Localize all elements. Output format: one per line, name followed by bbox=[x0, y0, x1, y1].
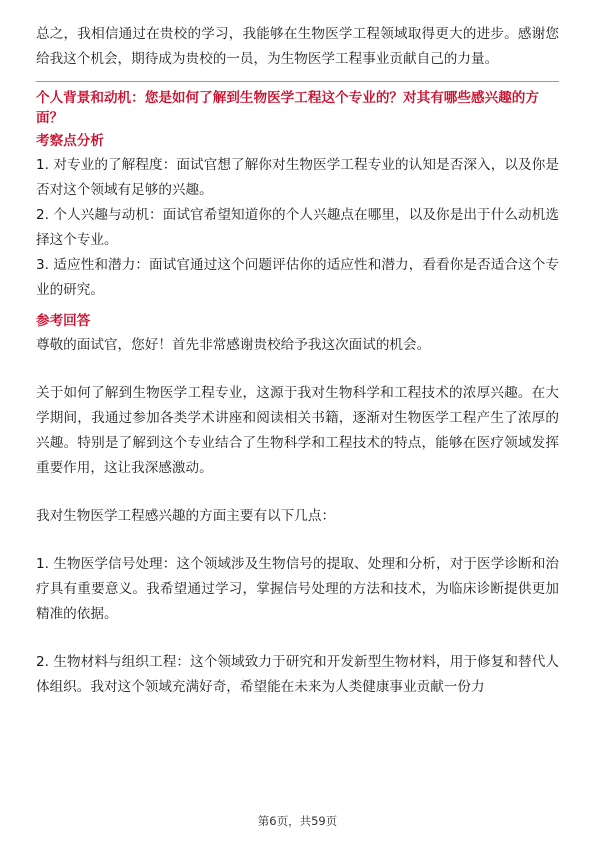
spacer bbox=[36, 358, 559, 381]
question-title: 个人背景和动机：您是如何了解到生物医学工程这个专业的？对其有哪些感兴趣的方面？ bbox=[36, 90, 539, 126]
section-divider bbox=[36, 81, 559, 82]
spacer bbox=[36, 529, 559, 552]
answer-item-2: 2. 生物材料与组织工程：这个领域致力于研究和开发新型生物材料，用于修复和替代人体组织。我对这个领域充满好奇，希望能在未来为人类健康事业贡献一份力 bbox=[36, 654, 559, 695]
analysis-point-1: 1. 对专业的了解程度：面试官想了解你对生物医学工程专业的认知是否深入，以及你是否对这个领域有足够的兴趣。 bbox=[36, 157, 559, 198]
answer-paragraph-2: 我对生物医学工程感兴趣的方面主要有以下几点： bbox=[36, 508, 336, 524]
analysis-label: 考察点分析 bbox=[36, 133, 104, 149]
spacer bbox=[36, 303, 559, 310]
analysis-point-2: 2. 个人兴趣与动机：面试官希望知道你的个人兴趣点在哪里，以及你是出于什么动机选择这个专业。 bbox=[36, 207, 559, 248]
spacer bbox=[36, 481, 559, 504]
page-number-footer: 第6页，共59页 bbox=[257, 814, 338, 828]
spacer bbox=[36, 627, 559, 650]
intro-conclusion-paragraph: 总之，我相信通过在贵校的学习，我能够在生物医学工程领域取得更大的进步。感谢您给我这个机会，期待成为贵校的一员，为生物医学工程事业贡献自己的力量。 bbox=[36, 26, 559, 67]
answer-paragraph-1: 关于如何了解到生物医学工程专业，这源于我对生物科学和工程技术的浓厚兴趣。在大学期间，我通过参加各类学术讲座和阅读相关书籍，逐渐对生物医学工程产生了浓厚的兴趣。特别是了解到这个专业结合了生物科学和工程技术的特点，能够在医疗领域发挥重要作用，这让我深感激动。 bbox=[36, 385, 559, 476]
answer-item-1: 1. 生物医学信号处理：这个领域涉及生物信号的提取、处理和分析，对于医学诊断和治疗具有重要意义。我希望通过学习，掌握信号处理的方法和技术，为临床诊断提供更加精准的依据。 bbox=[36, 556, 559, 622]
document-page bbox=[36, 22, 559, 700]
answer-label: 参考回答 bbox=[36, 313, 91, 329]
answer-greeting: 尊敬的面试官，您好！首先非常感谢贵校给予我这次面试的机会。 bbox=[36, 337, 431, 353]
analysis-point-3: 3. 适应性和潜力：面试官通过这个问题评估你的适应性和潜力，看看你是否适合这个专业的研究。 bbox=[36, 257, 559, 298]
